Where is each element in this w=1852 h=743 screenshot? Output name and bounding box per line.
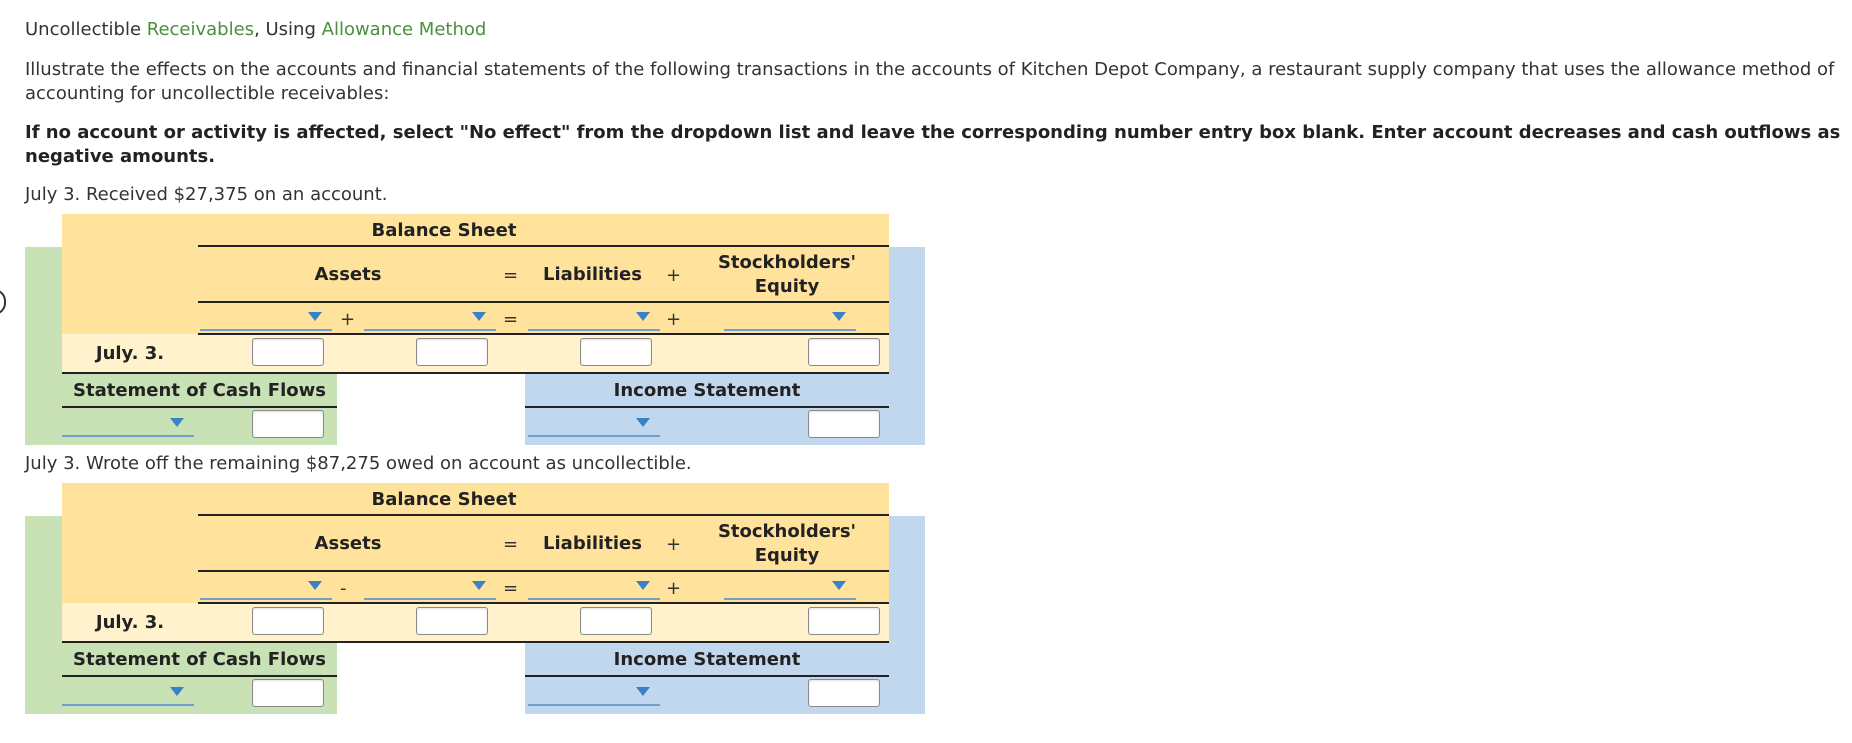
cash-flow-amount-input[interactable] bbox=[252, 679, 324, 707]
liabilities-account-dropdown[interactable] bbox=[528, 307, 660, 331]
stockholders-equity-header: Stockholders' Equity bbox=[717, 252, 857, 297]
instructions-text: If no account or activity is affected, select "No effect" from the dropdown list and leave the corresponding number entry box blank. Enter account decreases and cash outflows as negative amounts. bbox=[25, 122, 1841, 167]
chevron-down-icon bbox=[308, 312, 322, 321]
asset-operator: - bbox=[340, 578, 347, 599]
row-date-label: July. 3. bbox=[95, 612, 165, 633]
liabilities-amount-input[interactable] bbox=[580, 338, 652, 366]
asset-2-amount-input[interactable] bbox=[416, 338, 488, 366]
asset-account-1-dropdown[interactable] bbox=[200, 576, 332, 600]
equals-sign: = bbox=[503, 578, 519, 599]
liabilities-header: Liabilities bbox=[543, 264, 642, 285]
asset-account-1-dropdown[interactable] bbox=[200, 307, 332, 331]
chevron-down-icon bbox=[636, 581, 650, 590]
statement-of-cash-flows-header: Statement of Cash Flows bbox=[73, 649, 326, 670]
chevron-down-icon bbox=[832, 312, 846, 321]
cash-flow-amount-input[interactable] bbox=[252, 410, 324, 438]
chevron-down-icon bbox=[472, 312, 486, 321]
plus-sign: + bbox=[666, 309, 682, 330]
chevron-down-icon bbox=[472, 581, 486, 590]
chevron-down-icon bbox=[636, 418, 650, 427]
equals-sign: = bbox=[503, 265, 519, 286]
plus-sign: + bbox=[666, 578, 682, 599]
income-statement-header: Income Statement bbox=[613, 380, 801, 401]
asset-operator: + bbox=[340, 309, 356, 330]
balance-sheet-header: Balance Sheet bbox=[371, 489, 517, 510]
equity-account-dropdown[interactable] bbox=[724, 307, 856, 331]
receivables-link[interactable]: Receivables bbox=[146, 19, 255, 40]
balance-sheet-header: Balance Sheet bbox=[371, 220, 517, 241]
assets-header: Assets bbox=[314, 533, 382, 554]
asset-2-amount-input[interactable] bbox=[416, 607, 488, 635]
equity-amount-input[interactable] bbox=[808, 338, 880, 366]
equals-sign: = bbox=[503, 534, 519, 555]
intro-text: Illustrate the effects on the accounts and financial statements of the following transactions in the accounts of Kitchen Depot Company, a restaurant supply company that uses the allowance method of accounting for uncollectible receivables: bbox=[25, 59, 1835, 104]
income-statement-dropdown[interactable] bbox=[528, 413, 660, 437]
asset-1-amount-input[interactable] bbox=[252, 607, 324, 635]
chevron-down-icon bbox=[308, 581, 322, 590]
equity-amount-input[interactable] bbox=[808, 607, 880, 635]
plus-sign: + bbox=[666, 534, 682, 555]
income-statement-amount-input[interactable] bbox=[808, 410, 880, 438]
asset-1-amount-input[interactable] bbox=[252, 338, 324, 366]
liabilities-amount-input[interactable] bbox=[580, 607, 652, 635]
assets-header: Assets bbox=[314, 264, 382, 285]
transaction-2-table bbox=[0, 483, 1852, 743]
liabilities-account-dropdown[interactable] bbox=[528, 576, 660, 600]
equity-account-dropdown[interactable] bbox=[724, 576, 856, 600]
chevron-down-icon bbox=[636, 312, 650, 321]
plus-sign: + bbox=[666, 265, 682, 286]
chevron-down-icon bbox=[170, 687, 184, 696]
transaction-2-description: July 3. Wrote off the remaining $87,275 owed on account as uncollectible. bbox=[25, 453, 692, 474]
income-statement-amount-input[interactable] bbox=[808, 679, 880, 707]
equals-sign: = bbox=[503, 309, 519, 330]
income-statement-header: Income Statement bbox=[613, 649, 801, 670]
transaction-1-table bbox=[0, 214, 1852, 474]
stockholders-equity-header: Stockholders' Equity bbox=[717, 521, 857, 566]
row-date-label: July. 3. bbox=[95, 343, 165, 364]
asset-account-2-dropdown[interactable] bbox=[364, 307, 496, 331]
liabilities-header: Liabilities bbox=[543, 533, 642, 554]
statement-of-cash-flows-header: Statement of Cash Flows bbox=[73, 380, 326, 401]
cash-flow-activity-dropdown[interactable] bbox=[62, 682, 194, 706]
page-title: Uncollectible Receivables, Using Allowance Method bbox=[25, 19, 487, 40]
income-statement-dropdown[interactable] bbox=[528, 682, 660, 706]
chevron-down-icon bbox=[832, 581, 846, 590]
transaction-1-description: July 3. Received $27,375 on an account. bbox=[25, 184, 388, 205]
allowance-method-link[interactable]: Allowance Method bbox=[321, 19, 487, 40]
asset-account-2-dropdown[interactable] bbox=[364, 576, 496, 600]
chevron-down-icon bbox=[636, 687, 650, 696]
cash-flow-activity-dropdown[interactable] bbox=[62, 413, 194, 437]
chevron-down-icon bbox=[170, 418, 184, 427]
